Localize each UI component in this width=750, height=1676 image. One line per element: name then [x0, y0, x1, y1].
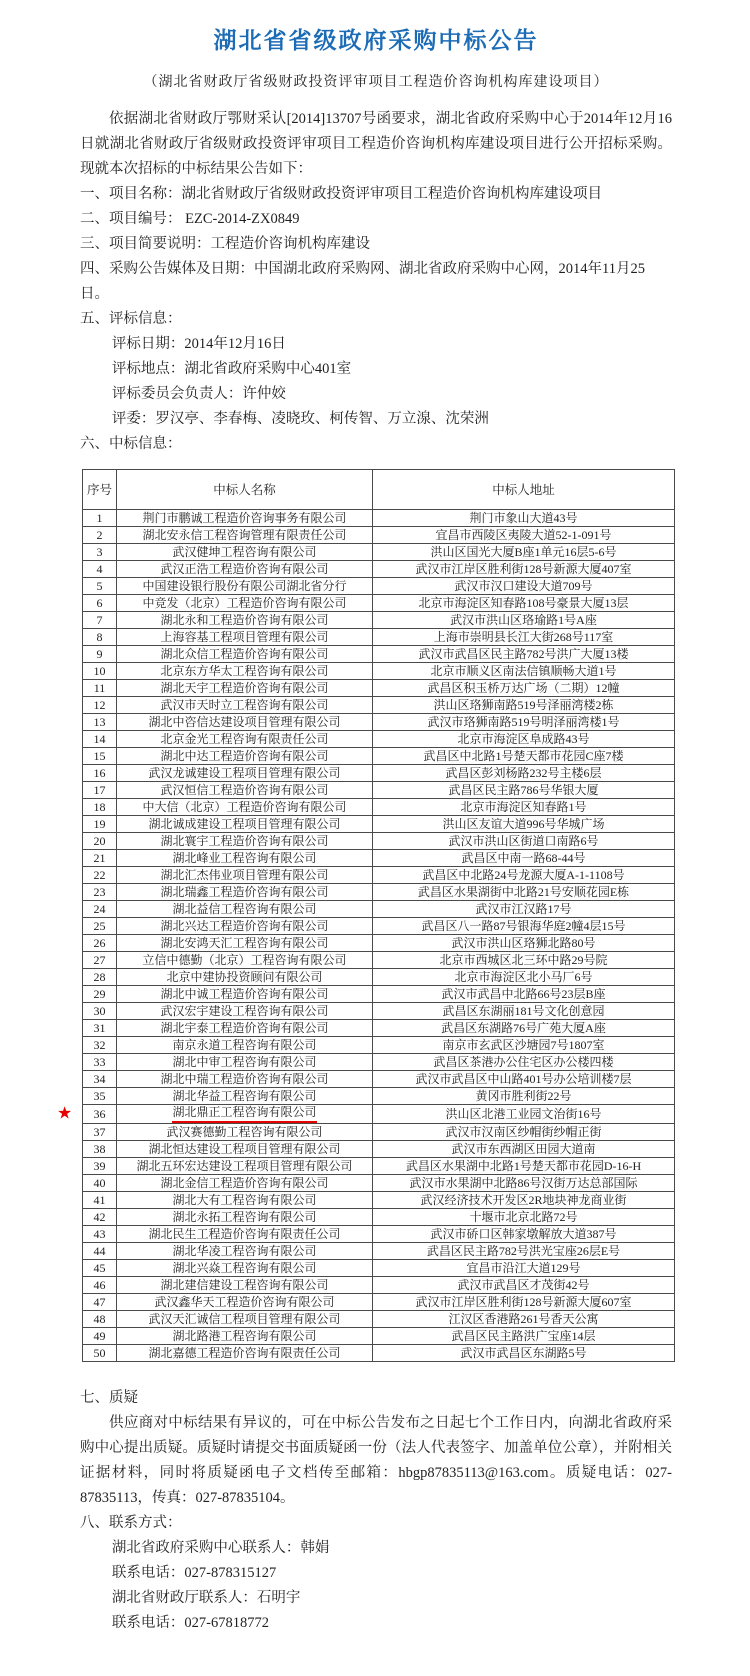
winner-name-cell: 湖北大有工程咨询有限公司 [117, 1192, 373, 1209]
winner-name-cell [117, 1105, 373, 1124]
table-row [83, 1071, 675, 1088]
winner-name-cell: 湖北安永信工程咨询管理有限责任公司 [117, 527, 373, 544]
table-row [83, 1294, 675, 1311]
row-number-cell: 18 [83, 799, 117, 816]
row-number-cell: 4 [83, 561, 117, 578]
objection-section [80, 1386, 672, 1511]
row-number-cell: 16 [83, 765, 117, 782]
winner-address-cell: 宜昌市西陵区夷陵大道52-1-091号 [373, 527, 675, 544]
winner-name-cell: 中竞发（北京）工程造价咨询有限公司 [117, 595, 373, 612]
row-number-cell: 27 [83, 952, 117, 969]
table-row [83, 1088, 675, 1105]
row-number-cell: 40 [83, 1175, 117, 1192]
row-number-cell: 41 [83, 1192, 117, 1209]
table-row [83, 714, 675, 731]
row-number-cell: 35 [83, 1088, 117, 1105]
winner-name-cell: 湖北建信建设工程咨询有限公司 [117, 1277, 373, 1294]
evaluation-members: 评委：罗汉亭、李春梅、凌晓玫、柯传智、万立湶、沈荣洲 [111, 411, 489, 427]
table-row [83, 544, 675, 561]
row-number-cell: 2 [83, 527, 117, 544]
winner-address-cell: 北京市海淀区阜成路43号 [373, 731, 675, 748]
winner-address-cell: 武昌区中南一路68-44号 [373, 850, 675, 867]
winner-name-cell: 湖北金信工程造价咨询有限公司 [117, 1175, 373, 1192]
winner-name-cell: 湖北众信工程造价咨询有限公司 [117, 646, 373, 663]
winner-address-cell: 武汉市江岸区胜利街128号新源大厦407室 [373, 561, 675, 578]
item-evaluation-info: 五、评标信息： [80, 311, 182, 327]
row-number-cell: 39 [83, 1158, 117, 1175]
table-row [83, 884, 675, 901]
winner-address-cell: 武汉市硚口区韩家墩解放大道387号 [373, 1226, 675, 1243]
table-row [83, 680, 675, 697]
winner-address-cell: 黄冈市胜利街22号 [373, 1088, 675, 1105]
winner-address-cell: 武昌区民主路782号洪光宝座26层E号 [373, 1243, 675, 1260]
table-row [83, 646, 675, 663]
winner-name-cell: 湖北中审工程咨询有限公司 [117, 1054, 373, 1071]
row-number-cell: 33 [83, 1054, 117, 1071]
winner-address-cell: 洪山区友谊大道996号华城广场 [373, 816, 675, 833]
winner-name-cell: 湖北兴焱工程咨询有限公司 [117, 1260, 373, 1277]
row-number-cell: 22 [83, 867, 117, 884]
winner-name-cell: 武汉正浩工程造价咨询有限公司 [117, 561, 373, 578]
row-number-cell: 6 [83, 595, 117, 612]
winner-address-cell: 武昌区东湖路76号广苑大厦A座 [373, 1020, 675, 1037]
row-number-cell: 45 [83, 1260, 117, 1277]
row-number-cell: 1 [83, 510, 117, 527]
row-number-cell: 47 [83, 1294, 117, 1311]
winner-address-cell: 荆门市象山大道43号 [373, 510, 675, 527]
page-subtitle: （湖北省财政厅省级财政投资评审项目工程造价咨询机构库建设项目） [143, 75, 609, 90]
winner-name-cell: 湖北宇泰工程造价咨询有限公司 [117, 1020, 373, 1037]
winner-address-cell: 宜昌市沿江大道129号 [373, 1260, 675, 1277]
winner-name-cell: 武汉龙诚建设工程项目管理有限公司 [117, 765, 373, 782]
item-announce-media: 四、采购公告媒体及日期：中国湖北政府采购网、湖北省政府采购中心网，2014年11月25日。 [80, 261, 645, 302]
item-project-number: 二、项目编号： EZC-2014-ZX0849 [80, 211, 300, 227]
winner-name-cell: 湖北诚成建设工程项目管理有限公司 [117, 816, 373, 833]
table-row [83, 561, 675, 578]
row-number-cell: 23 [83, 884, 117, 901]
objection-heading: 七、质疑 [80, 1390, 138, 1406]
evaluation-chief: 评标委员会负责人：许仲姣 [111, 386, 286, 402]
page-title: 湖北省省级政府采购中标公告 [213, 28, 539, 53]
numbered-items [80, 182, 672, 457]
table-row [83, 952, 675, 969]
table-row [83, 1209, 675, 1226]
row-number-cell: 15 [83, 748, 117, 765]
winner-address-cell: 武汉市洪山区街道口南路6号 [373, 833, 675, 850]
winner-address-cell: 武昌区茶港办公住宅区办公楼四楼 [373, 1054, 675, 1071]
winner-address-cell: 武汉市江汉路17号 [373, 901, 675, 918]
table-row [83, 765, 675, 782]
winner-address-cell: 北京市顺义区南法信镇顺畅大道1号 [373, 663, 675, 680]
table-row [83, 1311, 675, 1328]
winners-table [57, 469, 675, 1362]
header-cell-name: 中标人名称 [117, 470, 373, 510]
table-row [83, 1175, 675, 1192]
table-row [83, 918, 675, 935]
row-number-cell: 44 [83, 1243, 117, 1260]
winner-name-cell: 湖北中达工程造价咨询有限公司 [117, 748, 373, 765]
contact-heading: 八、联系方式： [80, 1515, 182, 1531]
row-number-cell: 8 [83, 629, 117, 646]
row-number-cell: 14 [83, 731, 117, 748]
winner-address-cell: 南京市玄武区沙塘园7号1807室 [373, 1037, 675, 1054]
table-row [83, 901, 675, 918]
row-number-cell: 28 [83, 969, 117, 986]
winner-name-cell: 北京东方华太工程咨询有限公司 [117, 663, 373, 680]
winner-address-cell: 武汉经济技术开发区2R地块神龙商业街 [373, 1192, 675, 1209]
table-row [83, 935, 675, 952]
header-cell-no: 序号 [83, 470, 117, 510]
winner-address-cell: 武昌区东湖丽181号文化创意园 [373, 1003, 675, 1020]
row-number-cell: 9 [83, 646, 117, 663]
winner-name-cell: 武汉健坤工程咨询有限公司 [117, 544, 373, 561]
table-row [83, 731, 675, 748]
row-number-cell: 5 [83, 578, 117, 595]
winner-address-cell: 武汉市洪山区珞狮北路80号 [373, 935, 675, 952]
winner-name-cell: 湖北汇杰伟业项目管理有限公司 [117, 867, 373, 884]
winner-name-cell: 立信中德勤（北京）工程咨询有限公司 [117, 952, 373, 969]
winner-name-cell: 武汉赛德勤工程咨询有限公司 [117, 1124, 373, 1141]
table-row [83, 782, 675, 799]
winner-name-cell: 湖北永和工程造价咨询有限公司 [117, 612, 373, 629]
table-row [83, 1328, 675, 1345]
table-row [83, 629, 675, 646]
table-row [83, 969, 675, 986]
winner-name-cell: 湖北民生工程造价咨询有限责任公司 [117, 1226, 373, 1243]
table-row [83, 1037, 675, 1054]
row-number-cell: 12 [83, 697, 117, 714]
row-number-cell: 42 [83, 1209, 117, 1226]
winner-name-cell: 湖北安鸿天汇工程咨询有限公司 [117, 935, 373, 952]
row-number-cell: 49 [83, 1328, 117, 1345]
table-row [83, 612, 675, 629]
winner-name-cell: 武汉天汇诚信工程项目管理有限公司 [117, 1311, 373, 1328]
table-row [83, 1124, 675, 1141]
table-row [83, 986, 675, 1003]
winner-address-cell: 武昌区民主路洪广宝座14层 [373, 1328, 675, 1345]
winner-address-cell: 武昌区八一路87号银海华庭2幢4层15号 [373, 918, 675, 935]
header-row [83, 470, 675, 510]
item-project-summary: 三、项目简要说明：工程造价咨询机构库建设 [80, 236, 370, 252]
table-row [83, 1105, 675, 1124]
row-number-cell: 24 [83, 901, 117, 918]
winner-name-cell: 中国建设银行股份有限公司湖北省分行 [117, 578, 373, 595]
highlighted-winner-name: 湖北鼎正工程咨询有限公司 [172, 1105, 316, 1123]
winner-name-cell: 武汉鑫华天工程造价咨询有限公司 [117, 1294, 373, 1311]
row-number-cell: 46 [83, 1277, 117, 1294]
winner-address-cell: 洪山区国光大厦B座1单元16层5-6号 [373, 544, 675, 561]
winner-name-cell: 湖北天宇工程造价咨询有限公司 [117, 680, 373, 697]
table-row [83, 1158, 675, 1175]
winner-address-cell: 武汉市珞狮南路519号明泽丽湾楼1号 [373, 714, 675, 731]
table-row [83, 1020, 675, 1037]
table-row [83, 1054, 675, 1071]
winner-address-cell: 武汉市武昌区东湖路5号 [373, 1345, 675, 1362]
winner-address-cell: 武汉市汉口建设大道709号 [373, 578, 675, 595]
winner-address-cell: 洪山区北港工业园文治街16号 [373, 1105, 675, 1124]
row-number-cell: 43 [83, 1226, 117, 1243]
winner-address-cell: 武昌区彭刘杨路232号主楼6层 [373, 765, 675, 782]
table-row [83, 850, 675, 867]
winner-address-cell: 北京市海淀区知春路108号豪景大厦13层 [373, 595, 675, 612]
row-number-cell: 31 [83, 1020, 117, 1037]
row-number-cell: 7 [83, 612, 117, 629]
table-row [83, 663, 675, 680]
winner-name-cell: 南京永道工程咨询有限公司 [117, 1037, 373, 1054]
winner-address-cell: 武汉市武昌区中山路401号办公培训楼7层 [373, 1071, 675, 1088]
winner-name-cell: 湖北永拓工程咨询有限公司 [117, 1209, 373, 1226]
winner-name-cell: 湖北中瑞工程造价咨询有限公司 [117, 1071, 373, 1088]
winner-address-cell: 武昌区中北路24号龙源大厦A-1-1108号 [373, 867, 675, 884]
header-cell-address: 中标人地址 [373, 470, 675, 510]
winner-address-cell: 武昌区民主路786号华银大厦 [373, 782, 675, 799]
winner-name-cell: 湖北兴达工程造价咨询有限公司 [117, 918, 373, 935]
winner-address-cell: 洪山区珞狮南路519号泽丽湾楼2栋 [373, 697, 675, 714]
intro-paragraph: 依据湖北省财政厅鄂财采认[2014]13707号函要求，湖北省政府采购中心于2014年12月16日就湖北省财政厅省级财政投资评审项目工程造价咨询机构库建设项目进行公开招标采购。现就本次招标的中标结果公告如下： [80, 111, 672, 177]
winner-name-cell: 湖北寰宇工程造价咨询有限公司 [117, 833, 373, 850]
winner-address-cell: 武汉市洪山区珞瑜路1号A座 [373, 612, 675, 629]
winner-name-cell: 湖北华凌工程咨询有限公司 [117, 1243, 373, 1260]
winner-address-cell: 江汉区香港路261号香天公寓 [373, 1311, 675, 1328]
table-row [83, 1345, 675, 1362]
winner-name-cell: 湖北瑞鑫工程造价咨询有限公司 [117, 884, 373, 901]
row-number-cell: 37 [83, 1124, 117, 1141]
table-row [83, 867, 675, 884]
winners-table-head [83, 470, 675, 510]
contact-dept-phone: 联系电话：027-67818772 [111, 1615, 269, 1631]
winner-address-cell: 武昌区水果湖街中北路21号安顺花园E栋 [373, 884, 675, 901]
row-number-cell: 10 [83, 663, 117, 680]
winner-name-cell: 荆门市鹏诚工程造价咨询事务有限公司 [117, 510, 373, 527]
winner-name-cell: 武汉市天时立工程咨询有限公司 [117, 697, 373, 714]
winner-address-cell: 武汉市汉南区纱帽街纱帽正街 [373, 1124, 675, 1141]
row-number-cell: 30 [83, 1003, 117, 1020]
winner-name-cell: 上海容基工程项目管理有限公司 [117, 629, 373, 646]
row-number-cell: 11 [83, 680, 117, 697]
winner-address-cell: 武汉市武昌区才茂街42号 [373, 1277, 675, 1294]
table-row [83, 816, 675, 833]
winner-address-cell: 北京市海淀区北小马厂6号 [373, 969, 675, 986]
winner-address-cell: 北京市海淀区知春路1号 [373, 799, 675, 816]
table-row [83, 1226, 675, 1243]
table-row [83, 578, 675, 595]
table-row [83, 1277, 675, 1294]
row-number-cell: 21 [83, 850, 117, 867]
table-row [83, 1141, 675, 1158]
evaluation-date: 评标日期：2014年12月16日 [111, 336, 286, 352]
table-row [83, 1243, 675, 1260]
contact-center-phone: 联系电话：027-878315127 [111, 1565, 277, 1581]
winner-address-cell: 武汉市东西湖区田园大道南 [373, 1141, 675, 1158]
winner-address-cell: 武昌区水果湖中北路1号楚天都市花园D-16-H [373, 1158, 675, 1175]
item-winner-info: 六、中标信息： [80, 436, 182, 452]
winners-table-body [57, 510, 675, 1362]
table-row [83, 1003, 675, 1020]
row-number-cell: 3 [83, 544, 117, 561]
winner-name-cell: 北京金光工程咨询有限责任公司 [117, 731, 373, 748]
winner-name-cell: 湖北华益工程咨询有限公司 [117, 1088, 373, 1105]
row-number-cell: 13 [83, 714, 117, 731]
contact-dept-person: 湖北省财政厅联系人：石明宇 [111, 1590, 301, 1606]
item-project-name: 一、项目名称：湖北省财政厅省级财政投资评审项目工程造价咨询机构库建设项目 [80, 186, 602, 202]
row-number-cell: 38 [83, 1141, 117, 1158]
winner-address-cell: 武汉市武昌中北路66号23层B座 [373, 986, 675, 1003]
winner-name-cell: 湖北中咨信达建设项目管理有限公司 [117, 714, 373, 731]
winner-name-cell: 湖北嘉德工程造价咨询有限责任公司 [117, 1345, 373, 1362]
table-row [83, 1192, 675, 1209]
evaluation-place: 评标地点：湖北省政府采购中心401室 [111, 361, 352, 377]
table-row [83, 748, 675, 765]
table-row [83, 833, 675, 850]
row-number-cell: 34 [83, 1071, 117, 1088]
row-number-cell: 32 [83, 1037, 117, 1054]
table-row [83, 527, 675, 544]
winner-name-cell: 湖北中诚工程造价咨询有限公司 [117, 986, 373, 1003]
table-row [83, 510, 675, 527]
winner-address-cell: 武昌区中北路1号楚天都市花园C座7楼 [373, 748, 675, 765]
row-number-cell: 19 [83, 816, 117, 833]
winner-name-cell: 湖北路港工程咨询有限公司 [117, 1328, 373, 1345]
row-number-cell: 20 [83, 833, 117, 850]
row-number-cell: 50 [83, 1345, 117, 1362]
row-number-cell: 25 [83, 918, 117, 935]
row-number-cell: 17 [83, 782, 117, 799]
table-row [83, 1260, 675, 1277]
table-row [83, 697, 675, 714]
winner-name-cell: 湖北峰业工程咨询有限公司 [117, 850, 373, 867]
objection-paragraph: 供应商对中标结果有异议的，可在中标公告发布之日起七个工作日内，向湖北省政府采购中心提出质疑。质疑时请提交书面质疑函一份（法人代表签字、加盖单位公章），并附相关证据材料，同时将质疑函电子文档传至邮箱：hbgp87835113@163.com。质疑电话：027-87835113，传真：027-87835104。 [80, 1415, 672, 1506]
row-number-cell: 26 [83, 935, 117, 952]
winner-address-cell: 武昌区积玉桥万达广场（二期）12幢 [373, 680, 675, 697]
winner-address-cell: 十堰市北京北路72号 [373, 1209, 675, 1226]
winner-address-cell: 上海市崇明县长江大街268号117室 [373, 629, 675, 646]
contact-section [80, 1511, 672, 1636]
red-star-icon: ★ [57, 1103, 73, 1124]
row-number-cell: 29 [83, 986, 117, 1003]
winner-name-cell: 武汉宏宇建设工程咨询有限公司 [117, 1003, 373, 1020]
row-number-cell: 36 ★ [83, 1105, 117, 1124]
contact-center-person: 湖北省政府采购中心联系人：韩娟 [111, 1540, 330, 1556]
table-row [83, 595, 675, 612]
winner-name-cell: 湖北五环宏达建设工程项目管理有限公司 [117, 1158, 373, 1175]
winner-address-cell: 武汉市水果湖中北路86号汉街万达总部国际 [373, 1175, 675, 1192]
winner-name-cell: 湖北益信工程咨询有限公司 [117, 901, 373, 918]
table-row [83, 799, 675, 816]
winner-name-cell: 中大信（北京）工程造价咨询有限公司 [117, 799, 373, 816]
winner-address-cell: 北京市西城区北三环中路29号院 [373, 952, 675, 969]
winner-name-cell: 武汉恒信工程造价咨询有限公司 [117, 782, 373, 799]
winner-address-cell: 武汉市江岸区胜利街128号新源大厦607室 [373, 1294, 675, 1311]
winner-address-cell: 武汉市武昌区民主路782号洪广大厦13楼 [373, 646, 675, 663]
row-number-cell: 48 [83, 1311, 117, 1328]
winner-name-cell: 北京中建协投资顾问有限公司 [117, 969, 373, 986]
winner-name-cell: 湖北恒达建设工程项目管理有限公司 [117, 1141, 373, 1158]
